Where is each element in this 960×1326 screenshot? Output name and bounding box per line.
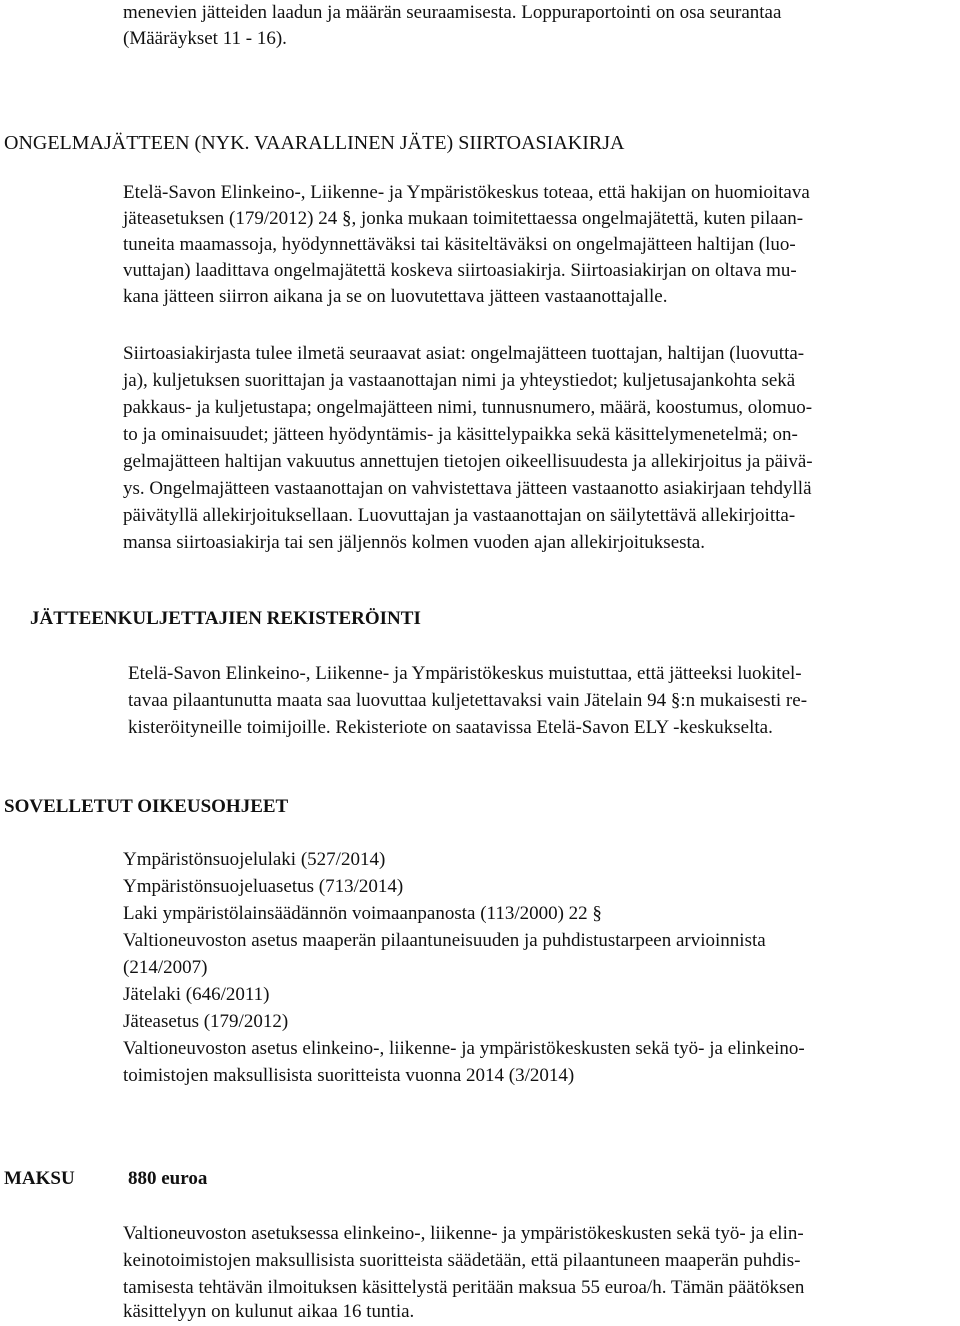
legal-item-6: Jäteasetus (179/2012) [123,1011,289,1032]
fee-line-2: keinotoimistojen maksullisista suoritteista säädetään, että pilaantuneen maaperän puhdis- [123,1250,801,1271]
fee-line-1: Valtioneuvoston asetuksessa elinkeino-, liikenne- ja ympäristökeskusten sekä työ- ja elin- [123,1223,804,1244]
transfer-p2-line-3: pakkaus- ja kuljetustapa; ongelmajätteen nimi, tunnusnumero, määrä, koostumus, olomuo- [123,397,813,418]
legal-item-7: Valtioneuvoston asetus elinkeino-, liikenne- ja ympäristökeskusten sekä työ- ja elinkeino- [123,1038,805,1059]
transfer-p2-line-1: Siirtoasiakirjasta tulee ilmetä seuraavat asiat: ongelmajätteen tuottajan, haltijan (luovutta- [123,343,805,364]
fee-line-3: tamisesta tehtävän ilmoituksen käsittelystä peritään maksua 55 euroa/h. Tämän päätöksen [123,1277,805,1298]
intro-line-2: (Määräykset 11 - 16). [123,28,287,49]
section-title-registration: JÄTTEENKULJETTAJIEN REKISTERÖINTI [30,608,421,629]
transfer-p2-line-7: päivätyllä allekirjoituksellaan. Luovuttajan ja vastaanottajan on säilytettävä allekirjoitta- [123,505,796,526]
transfer-p1-line-1: Etelä-Savon Elinkeino-, Liikenne- ja Ympäristökeskus toteaa, että hakijan on huomioitava [123,182,810,203]
registration-line-2: tavaa pilaantunutta maata saa luovuttaa kuljetettavaksi vain Jätelain 94 §:n mukaisesti re- [128,690,808,711]
section-title-transfer: ONGELMAJÄTTEEN (NYK. VAARALLINEN JÄTE) SIIRTOASIAKIRJA [4,132,625,154]
transfer-p2-line-8: mansa siirtoasiakirja tai sen jäljennös kolmen vuoden ajan allekirjoituksesta. [123,532,705,553]
registration-line-3: kisteröityneille toimijoille. Rekisteriote on saatavissa Etelä-Savon ELY -keskukselta. [128,717,773,738]
transfer-p2-line-5: gelmajätteen haltijan vakuutus annettujen tietojen oikeellisuudesta ja allekirjoitus ja päivä- [123,451,813,472]
fee-line-4: käsittelyyn on kulunut aikaa 16 tuntia. [123,1301,415,1322]
legal-item-5: Jätelaki (646/2011) [123,984,270,1005]
transfer-p2-line-2: ja), kuljetuksen suorittajan ja vastaanottajan nimi ja yhteystiedot; kuljetusajankohta sekä [123,370,796,391]
transfer-p1-line-2: jäteasetuksen (179/2012) 24 §, jonka mukaan toimitettaessa ongelmajätettä, kuten pilaan- [123,208,804,229]
legal-item-7-cont: toimistojen maksullisista suoritteista vuonna 2014 (3/2014) [123,1065,575,1086]
legal-item-4: Valtioneuvoston asetus maaperän pilaantuneisuuden ja puhdistustarpeen arvioinnista [123,930,766,951]
section-title-fee: MAKSU [4,1168,75,1189]
transfer-p1-line-4: vuttajan) laadittava ongelmajätettä koskeva siirtoasiakirja. Siirtoasiakirjan on oltava mu- [123,260,797,281]
registration-line-1: Etelä-Savon Elinkeino-, Liikenne- ja Ympäristökeskus muistuttaa, että jätteeksi luokitel- [128,663,802,684]
transfer-p2-line-4: to ja ominaisuudet; jätteen hyödyntämis- ja käsittelypaikka sekä käsittelymenetelmä; on- [123,424,798,445]
fee-amount: 880 euroa [128,1168,208,1189]
transfer-p2-line-6: ys. Ongelmajätteen vastaanottajan on vahvistettava jätteen vastaanotto asiakirjaan tehdyllä [123,478,812,499]
transfer-p1-line-3: tuneita maamassoja, hyödynnettäväksi tai käsiteltäväksi on ongelmajätteen haltijan (luo- [123,234,796,255]
legal-item-3: Laki ympäristölainsäädännön voimaanpanosta (113/2000) 22 § [123,903,602,924]
intro-line-1: menevien jätteiden laadun ja määrän seuraamisesta. Loppuraportointi on osa seurantaa [123,2,782,23]
legal-item-2: Ympäristönsuojeluasetus (713/2014) [123,876,404,897]
legal-item-1: Ympäristönsuojelulaki (527/2014) [123,849,386,870]
legal-item-4-cont: (214/2007) [123,957,208,978]
transfer-p1-line-5: kana jätteen siirron aikana ja se on luovutettava jätteen vastaanottajalle. [123,286,668,307]
section-title-legal: SOVELLETUT OIKEUSOHJEET [4,796,289,817]
